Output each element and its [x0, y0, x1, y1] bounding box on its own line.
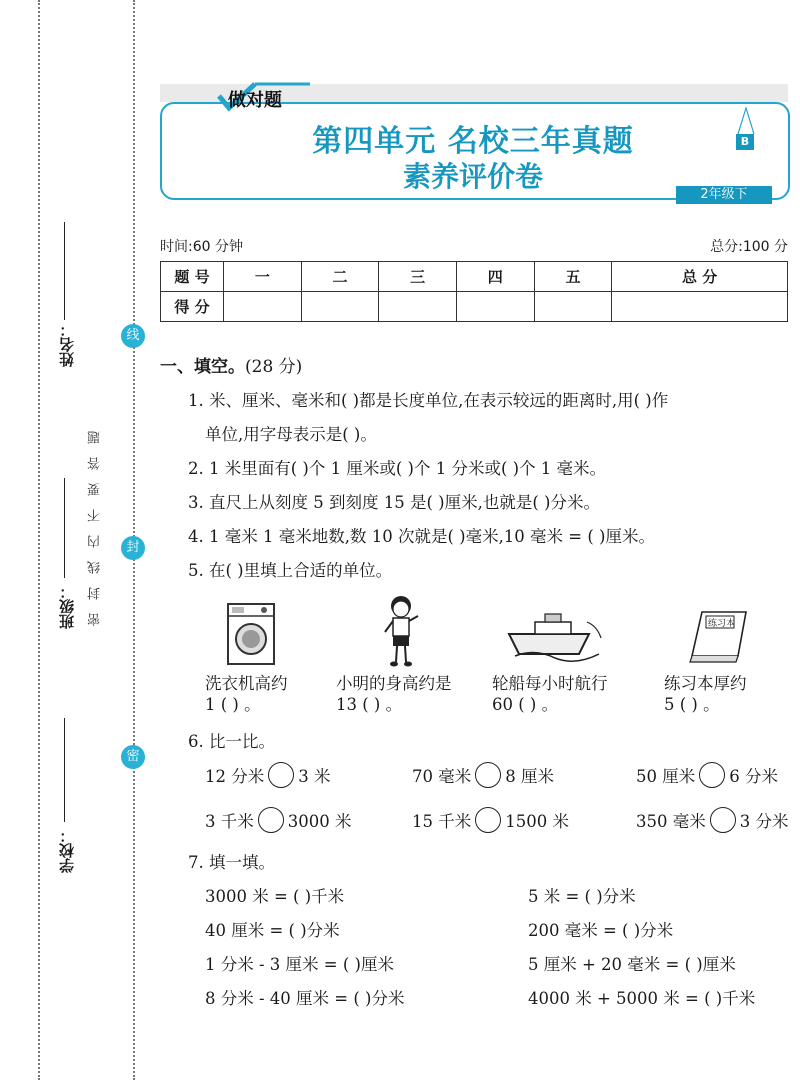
section-points: (28 分) — [245, 357, 303, 377]
q5-item-text: 轮船每小时航行 — [492, 674, 608, 693]
compare-circle[interactable] — [258, 807, 284, 833]
compare-left: 12 分米 — [205, 767, 265, 786]
compare-left: 350 毫米 — [636, 812, 706, 831]
fill-item[interactable]: 5 厘米 + 20 毫米 = ( )厘米 — [528, 955, 736, 974]
school-underline — [64, 718, 65, 822]
q5-item-text: 练习本厚约 — [664, 674, 747, 693]
ship-icon — [505, 612, 605, 664]
question-1-line-2: 单位,用字母表示是( )。 — [205, 425, 377, 444]
q5-item-washing-machine — [205, 673, 288, 715]
compare-item — [412, 762, 554, 788]
compare-item — [205, 807, 352, 833]
name-underline — [64, 222, 65, 320]
section-title — [160, 352, 302, 377]
version-badge: B — [736, 134, 754, 150]
compare-right: 1500 米 — [505, 812, 569, 831]
fill-item[interactable]: 1 分米 - 3 厘米 = ( )厘米 — [205, 955, 394, 974]
compare-left: 3 千米 — [205, 812, 254, 831]
score-input-cell[interactable] — [224, 292, 302, 322]
question-6: 6. 比一比。 — [188, 732, 275, 751]
q5-item-height — [336, 673, 452, 715]
question-4: 4. 1 毫米 1 毫米地数,数 10 次就是( )毫米,10 毫米 = ( )厘米。 — [188, 527, 655, 546]
compare-right: 8 厘米 — [505, 767, 554, 786]
score-input-cell[interactable] — [612, 292, 788, 322]
grade-tag: 2年级下 — [676, 186, 772, 204]
score-table-cell: 题 号 — [161, 262, 224, 292]
class-label: 班级： — [58, 584, 76, 629]
school-label: 学校： — [58, 828, 76, 873]
score-table-cell: 三 — [379, 262, 457, 292]
fill-item[interactable]: 4000 米 + 5000 米 = ( )千米 — [528, 989, 756, 1008]
q5-item-text: 洗衣机高约 — [205, 674, 288, 693]
compare-left: 70 毫米 — [412, 767, 472, 786]
question-5: 5. 在( )里填上合适的单位。 — [188, 561, 393, 580]
tag-string-icon — [734, 104, 758, 136]
score-table-cell: 一 — [224, 262, 302, 292]
compare-right: 3 米 — [298, 767, 331, 786]
name-label: 姓名： — [58, 322, 76, 367]
score-table-header-row — [161, 262, 788, 292]
question-3: 3. 直尺上从刻度 5 到刻度 15 是( )厘米,也就是( )分米。 — [188, 493, 600, 512]
compare-item — [636, 807, 789, 833]
q5-item-blank[interactable]: 60 ( ) 。 — [492, 695, 559, 714]
boy-icon — [382, 594, 422, 668]
brand-logo-text: 做对题 — [228, 90, 282, 111]
compare-item — [205, 762, 331, 788]
compare-circle[interactable] — [268, 762, 294, 788]
notebook-icon — [688, 608, 752, 666]
exam-time: 时间:60 分钟 — [160, 239, 243, 255]
score-input-cell[interactable] — [301, 292, 379, 322]
fill-item[interactable]: 8 分米 - 40 厘米 = ( )分米 — [205, 989, 405, 1008]
seal-mark-feng: 封 — [121, 536, 145, 560]
compare-left: 50 厘米 — [636, 767, 696, 786]
binding-notice: 密封线内不要答题 — [88, 418, 103, 626]
seal-mark-mi: 密 — [121, 745, 145, 769]
exam-total-score: 总分:100 分 — [710, 239, 788, 255]
fill-item[interactable]: 200 毫米 = ( )分米 — [528, 921, 674, 940]
score-table-cell: 四 — [456, 262, 534, 292]
score-input-cell[interactable] — [379, 292, 457, 322]
score-table-cell: 总 分 — [612, 262, 788, 292]
compare-right: 6 分米 — [729, 767, 778, 786]
score-table-cell: 得 分 — [161, 292, 224, 322]
binding-dotted-line-outer — [38, 0, 40, 1080]
compare-circle[interactable] — [699, 762, 725, 788]
q5-item-blank[interactable]: 13 ( ) 。 — [336, 695, 403, 714]
fill-item[interactable]: 40 厘米 = ( )分米 — [205, 921, 340, 940]
score-table-cell: 二 — [301, 262, 379, 292]
q5-item-blank[interactable]: 5 ( ) 。 — [664, 695, 720, 714]
q5-item-ship — [492, 673, 608, 715]
fill-item[interactable]: 3000 米 = ( )千米 — [205, 887, 345, 906]
fill-item[interactable]: 5 米 = ( )分米 — [528, 887, 636, 906]
compare-circle[interactable] — [475, 762, 501, 788]
compare-circle[interactable] — [475, 807, 501, 833]
compare-right: 3000 米 — [287, 812, 352, 831]
class-underline — [64, 478, 65, 578]
compare-circle[interactable] — [710, 807, 736, 833]
page-title: 第四单元 名校三年真题 — [312, 124, 634, 159]
score-input-cell[interactable] — [456, 292, 534, 322]
notebook-label: 练习本 — [708, 619, 736, 629]
compare-left: 15 千米 — [412, 812, 472, 831]
q5-item-notebook — [664, 673, 747, 715]
seal-mark-xian: 线 — [121, 324, 145, 348]
section-title-text: 一、填空。 — [160, 357, 245, 377]
q5-item-text: 小明的身高约是 — [336, 674, 452, 693]
question-7: 7. 填一填。 — [188, 853, 275, 872]
page-subtitle: 素养评价卷 — [402, 160, 543, 193]
q5-item-blank[interactable]: 1 ( ) 。 — [205, 695, 261, 714]
compare-item — [636, 762, 778, 788]
compare-right: 3 分米 — [739, 812, 789, 831]
score-table-cell: 五 — [534, 262, 612, 292]
score-table-score-row — [161, 292, 788, 322]
compare-item — [412, 807, 569, 833]
question-1-line-1: 1. 米、厘米、毫米和( )都是长度单位,在表示较远的距离时,用( )作 — [188, 391, 669, 410]
score-table — [160, 261, 788, 322]
question-2: 2. 1 米里面有( )个 1 厘米或( )个 1 分米或( )个 1 毫米。 — [188, 459, 607, 478]
score-input-cell[interactable] — [534, 292, 612, 322]
washing-machine-icon — [226, 602, 278, 666]
